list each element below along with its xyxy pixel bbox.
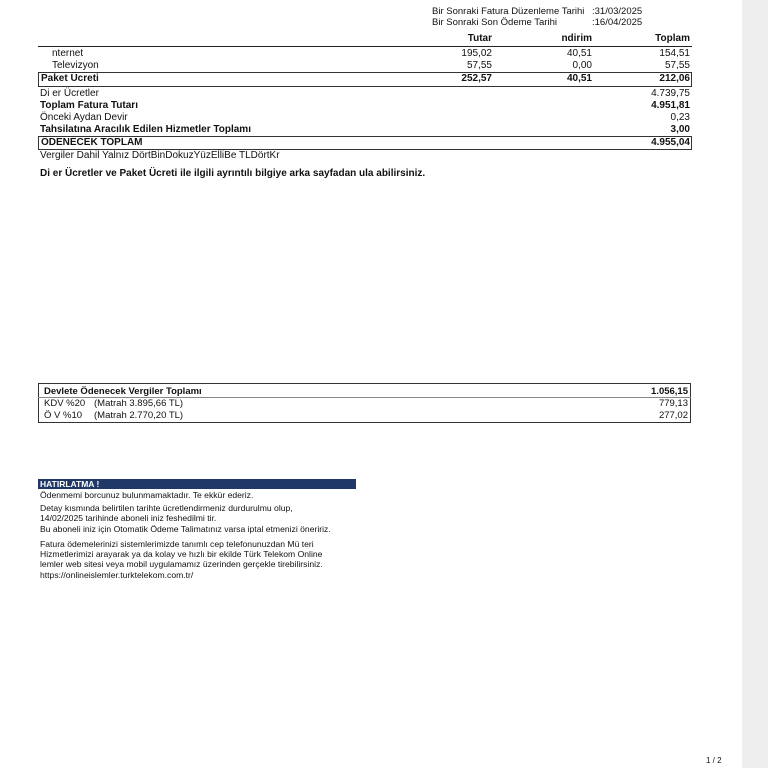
next-invoice-date: :31/03/2025 [592,6,643,17]
row-label-televizyon: Televizyon [52,60,99,71]
package-total-toplam: 212,06 [659,73,690,84]
payable-total-value: 4.955,04 [651,137,690,148]
column-header-indirim: ndirim [561,33,592,44]
tax-oiv-amount: 277,02 [658,410,688,421]
tax-kdv-amount: 779,13 [658,398,688,409]
row-tv-toplam: 57,55 [664,60,690,71]
other-charges-label: Di er Ücretler [40,88,99,99]
reminder-p4-line-3: lemler web sitesi veya mobil uygulamamız üzerinden gerçekle tirebilirsiniz. [40,559,323,569]
reminder-p4-line-1: Fatura ödemelerinizi sistemlerimizde tanımlı cep telefonunuzdan Mü teri [40,539,314,549]
reminder-p3-line-1: Bu aboneli iniz için Otomatik Ödeme Talimatınız varsa iptal etmenizi öneririz. [40,524,331,534]
tax-kdv-base: (Matrah 3.895,66 TL) [94,398,184,409]
package-total-box [38,72,692,87]
reminder-url: https://onlineislemler.turktelekom.com.tr/ [40,570,194,580]
amount-in-words: Vergiler Dahil Yalnız DörtBinDokuzYüzElliBe TLDörtKr [40,150,280,161]
package-total-label: Paket Ücreti [41,73,99,84]
row-label-internet: nternet [52,48,84,59]
row-internet-indirim: 40,51 [566,48,592,59]
tax-oiv-base: (Matrah 2.770,20 TL) [94,410,184,421]
row-internet-toplam: 154,51 [659,48,690,59]
collection-label: Tahsilatına Aracılık Edilen Hizmetler Toplamı [40,124,251,135]
reminder-line-1: Ödenmemi borcunuz bulunmamaktadır. Te ekkür ederiz. [40,490,254,500]
column-header-toplam: Toplam [655,33,690,44]
column-header-tutar: Tutar [467,33,492,44]
row-tv-indirim: 0,00 [572,60,592,71]
invoice-total-label: Toplam Fatura Tutarı [40,100,138,111]
other-charges-value: 4.739,75 [651,88,690,99]
next-due-label: Bir Sonraki Son Ödeme Tarihi [432,17,557,28]
page-margin-strip [742,0,768,768]
reminder-title: HATIRLATMA ! [40,479,100,489]
taxes-title: Devlete Ödenecek Vergiler Toplamı [44,386,202,397]
payable-total-label: ÖDENECEK TOPLAM [41,137,143,148]
prev-month-label: Önceki Aydan Devir [40,112,128,123]
reminder-p2-line-1: Detay kısmında belirtilen tarihte ücretlendirmeniz durdurulmu olup, [40,503,293,513]
next-invoice-label: Bir Sonraki Fatura Düzenleme Tarihi [432,6,585,17]
reminder-p4-line-2: Hizmetlerimizi arayarak ya da kolay ve hızlı bir ekilde Türk Telekom Online [40,549,323,559]
tax-oiv-name: Ö V %10 [44,410,83,421]
details-note: Di er Ücretler ve Paket Ücreti ile ilgili ayrıntılı bilgiye arka sayfadan ula abilirsiniz. [40,168,426,179]
table-header-divider [38,46,692,47]
tax-kdv-name: KDV %20 [44,398,86,409]
package-total-tutar: 252,57 [461,73,492,84]
next-due-date: :16/04/2025 [592,17,643,28]
reminder-p2-line-2: 14/02/2025 tarihinde aboneli iniz feshedilmi tir. [40,513,217,523]
invoice-total-value: 4.951,81 [651,100,690,111]
row-tv-tutar: 57,55 [466,60,492,71]
package-total-indirim: 40,51 [566,73,592,84]
prev-month-value: 0,23 [670,112,690,123]
collection-value: 3,00 [670,124,690,135]
row-internet-tutar: 195,02 [461,48,492,59]
page-number: 1 / 2 [706,756,722,765]
taxes-total: 1.056,15 [651,386,688,397]
